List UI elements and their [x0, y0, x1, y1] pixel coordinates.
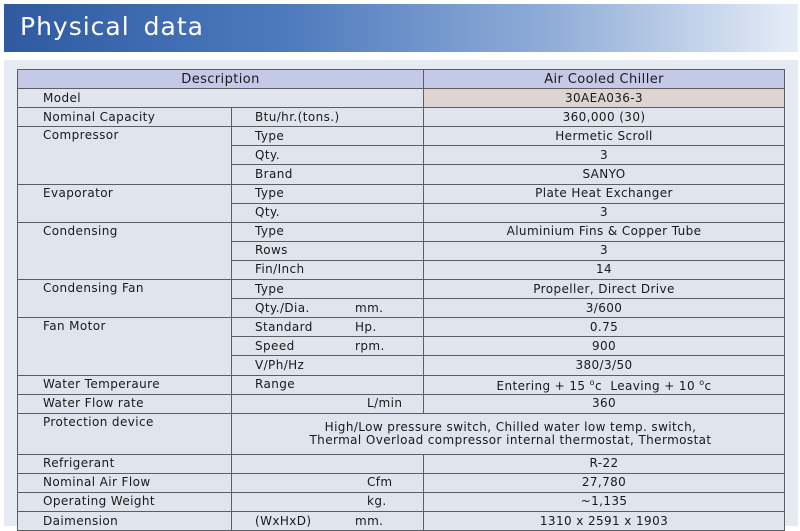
water-flow-unit: L/min	[367, 396, 403, 411]
model-label: Model	[18, 89, 424, 108]
condensing-type-value: Aluminium Fins & Copper Tube	[424, 222, 785, 241]
nominal-air-flow-value: 27,780	[424, 473, 785, 492]
operating-weight-unit-cell	[232, 492, 424, 511]
table-row-compressor-type	[18, 127, 785, 146]
fan-motor-vphz-value: 380/3/50	[424, 356, 785, 375]
fan-motor-standard-unit: Hp.	[355, 319, 377, 334]
fan-motor-vphz-label: V/Ph/Hz	[232, 356, 424, 375]
table-row-evaporator-type	[18, 184, 785, 203]
evaporator-type-label: Type	[232, 184, 424, 203]
condensing-type-label: Type	[232, 222, 424, 241]
table-row-condensing-type	[18, 222, 785, 241]
fan-motor-label: Fan Motor	[18, 318, 232, 375]
evaporator-qty-value: 3	[424, 203, 785, 222]
nominal-capacity-label: Nominal Capacity	[18, 108, 232, 127]
nominal-capacity-unit: Btu/hr.(tons.)	[232, 108, 424, 127]
condensing-rows-value: 3	[424, 241, 785, 260]
compressor-brand-label: Brand	[232, 165, 424, 184]
page-title: Physical data	[20, 12, 204, 41]
water-flow-value: 360	[424, 394, 785, 413]
product-header: Air Cooled Chiller	[424, 70, 785, 89]
degree-mark-entering: o	[589, 378, 595, 388]
condensing-fan-type-label: Type	[232, 280, 424, 299]
nominal-air-flow-unit-cell	[232, 473, 424, 492]
fan-motor-standard-label: Standard	[255, 319, 313, 334]
water-temperature-leaving: Leaving + 10	[610, 379, 695, 394]
title-banner	[4, 4, 798, 52]
refrigerant-label: Refrigerant	[18, 454, 232, 473]
fan-motor-speed-value: 900	[424, 337, 785, 356]
condensing-fan-qty-label: Qty./Dia.	[255, 300, 310, 315]
fan-motor-speed-unit: rpm.	[355, 338, 385, 353]
degree-mark-leaving: o	[699, 378, 705, 388]
condensing-fan-qty-value: 3/600	[424, 299, 785, 318]
evaporator-label: Evaporator	[18, 184, 232, 222]
operating-weight-unit: kg.	[367, 494, 387, 509]
dimension-value: 1310 x 2591 x 1903	[424, 511, 785, 530]
condensing-fin-label: Fin/Inch	[232, 260, 424, 279]
nominal-capacity-value: 360,000 (30)	[424, 108, 785, 127]
condensing-rows-label: Rows	[232, 241, 424, 260]
water-flow-label: Water Flow rate	[18, 394, 232, 413]
water-temperature-entering: Entering + 15	[496, 379, 586, 394]
compressor-brand-value: SANYO	[424, 165, 785, 184]
protection-value	[232, 413, 785, 454]
refrigerant-unit-cell	[232, 454, 424, 473]
condensing-fan-qty-cell	[232, 299, 424, 318]
compressor-label: Compressor	[18, 127, 232, 184]
physical-data-table	[17, 69, 785, 531]
nominal-air-flow-label: Nominal Air Flow	[18, 473, 232, 492]
table-row-nominal-capacity	[18, 108, 785, 127]
model-value: 30AEA036-3	[424, 89, 785, 108]
dimension-sub-label: (WxHxD)	[255, 513, 312, 528]
condensing-fan-label: Condensing Fan	[18, 280, 232, 318]
table-row-water-temperature	[18, 375, 785, 394]
table-header-row	[18, 70, 785, 89]
table-row-water-flow	[18, 394, 785, 413]
dimension-label: Daimension	[18, 511, 232, 530]
nominal-air-flow-unit: Cfm	[367, 475, 393, 490]
table-row-protection	[18, 413, 785, 454]
fan-motor-speed-label: Speed	[255, 338, 295, 353]
compressor-qty-label: Qty.	[232, 146, 424, 165]
compressor-qty-value: 3	[424, 146, 785, 165]
description-header: Description	[18, 70, 424, 89]
compressor-type-value: Hermetic Scroll	[424, 127, 785, 146]
fan-motor-standard-value: 0.75	[424, 318, 785, 337]
evaporator-type-value: Plate Heat Exchanger	[424, 184, 785, 203]
fan-motor-standard-cell	[232, 318, 424, 337]
table-row-fan-motor-standard	[18, 318, 785, 337]
refrigerant-value: R-22	[424, 454, 785, 473]
table-row-model	[18, 89, 785, 108]
condensing-label: Condensing	[18, 222, 232, 279]
table-row-dimension	[18, 511, 785, 530]
water-temperature-value	[424, 375, 785, 394]
water-flow-unit-cell	[232, 394, 424, 413]
table-row-nominal-air-flow	[18, 473, 785, 492]
operating-weight-value: ~1,135	[424, 492, 785, 511]
table-row-refrigerant	[18, 454, 785, 473]
condensing-fin-value: 14	[424, 260, 785, 279]
condensing-fan-qty-unit: mm.	[355, 300, 384, 315]
water-temperature-label: Water Temperaure	[18, 375, 232, 394]
fan-motor-speed-cell	[232, 337, 424, 356]
water-temperature-range-label: Range	[232, 375, 424, 394]
protection-line-1: High/Low pressure switch, Chilled water low temp. switch,	[324, 419, 697, 434]
dimension-unit: mm.	[355, 513, 384, 528]
dimension-unit-cell	[232, 511, 424, 530]
protection-line-2: Thermal Overload compressor internal thermostat, Thermostat	[309, 432, 712, 447]
operating-weight-label: Operating Weight	[18, 492, 232, 511]
table-row-operating-weight	[18, 492, 785, 511]
condensing-fan-type-value: Propeller, Direct Drive	[424, 280, 785, 299]
evaporator-qty-label: Qty.	[232, 203, 424, 222]
temperature-unit-entering: c	[594, 379, 602, 394]
compressor-type-label: Type	[232, 127, 424, 146]
table-row-condensing-fan-type	[18, 280, 785, 299]
temperature-unit-leaving: c	[704, 379, 712, 394]
protection-label: Protection device	[18, 413, 232, 454]
